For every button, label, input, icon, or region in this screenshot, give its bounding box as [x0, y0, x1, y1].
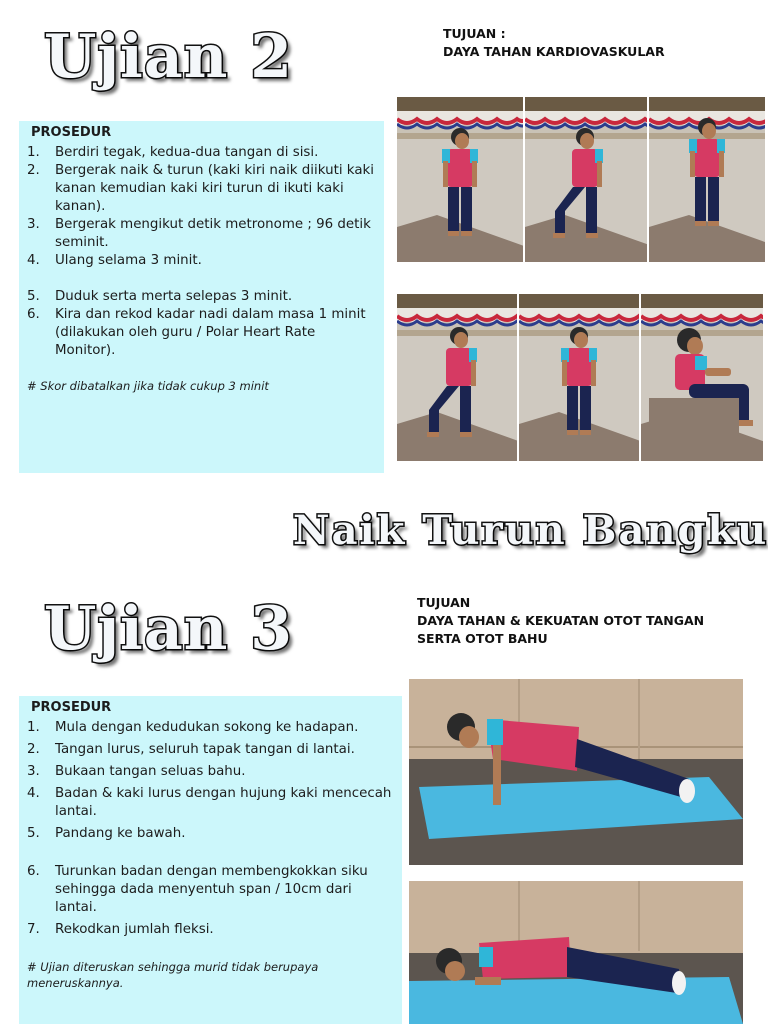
list-item: 4. Ulang selama 3 minit.: [27, 253, 202, 268]
list-item: 5. Pandang ke bawah.: [27, 826, 186, 841]
list-item: 1. Berdiri tegak, kedua-dua tangan di sisi.: [27, 145, 319, 160]
test3-note: # Ujian diteruskan sehingga murid tidak berupaya meneruskannya.: [27, 960, 319, 990]
objective-line: SERTA OTOT BAHU: [417, 631, 548, 646]
list-item: 5. Duduk serta merta selepas 3 minit.: [27, 289, 293, 304]
pushup-photo-up: [409, 679, 743, 865]
objective-label: TUJUAN :: [443, 26, 506, 41]
step-photo-on-bench: [649, 97, 765, 262]
test2-title: Ujian 2: [44, 22, 293, 92]
test2-objective: [443, 25, 665, 61]
list-item: 3. Bukaan tangan seluas bahu.: [27, 764, 246, 779]
test3-title: Ujian 3: [44, 594, 293, 664]
objective-label: TUJUAN: [417, 595, 471, 610]
procedure-heading: PROSEDUR: [31, 700, 112, 715]
test2-steps: [27, 144, 376, 360]
test2-procedure-panel: [19, 121, 384, 473]
test3-procedure-panel: [19, 696, 402, 1024]
list-item: 3. Bergerak mengikut detik metronome ; 96 detik seminit.: [27, 217, 371, 250]
list-item: 6. Turunkan badan dengan membengkokkan siku sehingga dada menyentuh span / 10cm dari lantai.: [27, 864, 368, 915]
procedure-heading: PROSEDUR: [31, 125, 112, 140]
test3-objective: [417, 594, 704, 648]
step-photo-standing: [397, 97, 523, 262]
step-photo-left-foot-up: [525, 97, 647, 262]
list-item: 2. Tangan lurus, seluruh tapak tangan di lantai.: [27, 742, 355, 757]
test2-note: # Skor dibatalkan jika tidak cukup 3 minit: [27, 379, 269, 393]
test3-steps: [27, 719, 394, 939]
test2-subtitle: Naik Turun Bangku: [293, 507, 768, 554]
list-item: 2. Bergerak naik & turun (kaki kiri naik diikuti kaki kanan kemudian kaki kiri turun di ikuti kaki kanan).: [27, 163, 375, 214]
objective-line: DAYA TAHAN KARDIOVASKULAR: [443, 44, 665, 59]
pushup-photo-down: [409, 881, 743, 1024]
step-photo-stepping-down: [397, 294, 517, 461]
list-item: 7. Rekodkan jumlah fleksi.: [27, 922, 214, 937]
step-photo-seated: [641, 294, 763, 461]
objective-line: DAYA TAHAN & KEKUATAN OTOT TANGAN: [417, 613, 705, 628]
step-photo-standing-side: [519, 294, 639, 461]
list-item: 6. Kira dan rekod kadar nadi dalam masa 1 minit (dilakukan oleh guru / Polar Heart Rate Monitor).: [27, 307, 366, 358]
list-item: 1. Mula dengan kedudukan sokong ke hadapan.: [27, 720, 359, 735]
list-item: 4. Badan & kaki lurus dengan hujung kaki mencecah lantai.: [27, 786, 392, 819]
